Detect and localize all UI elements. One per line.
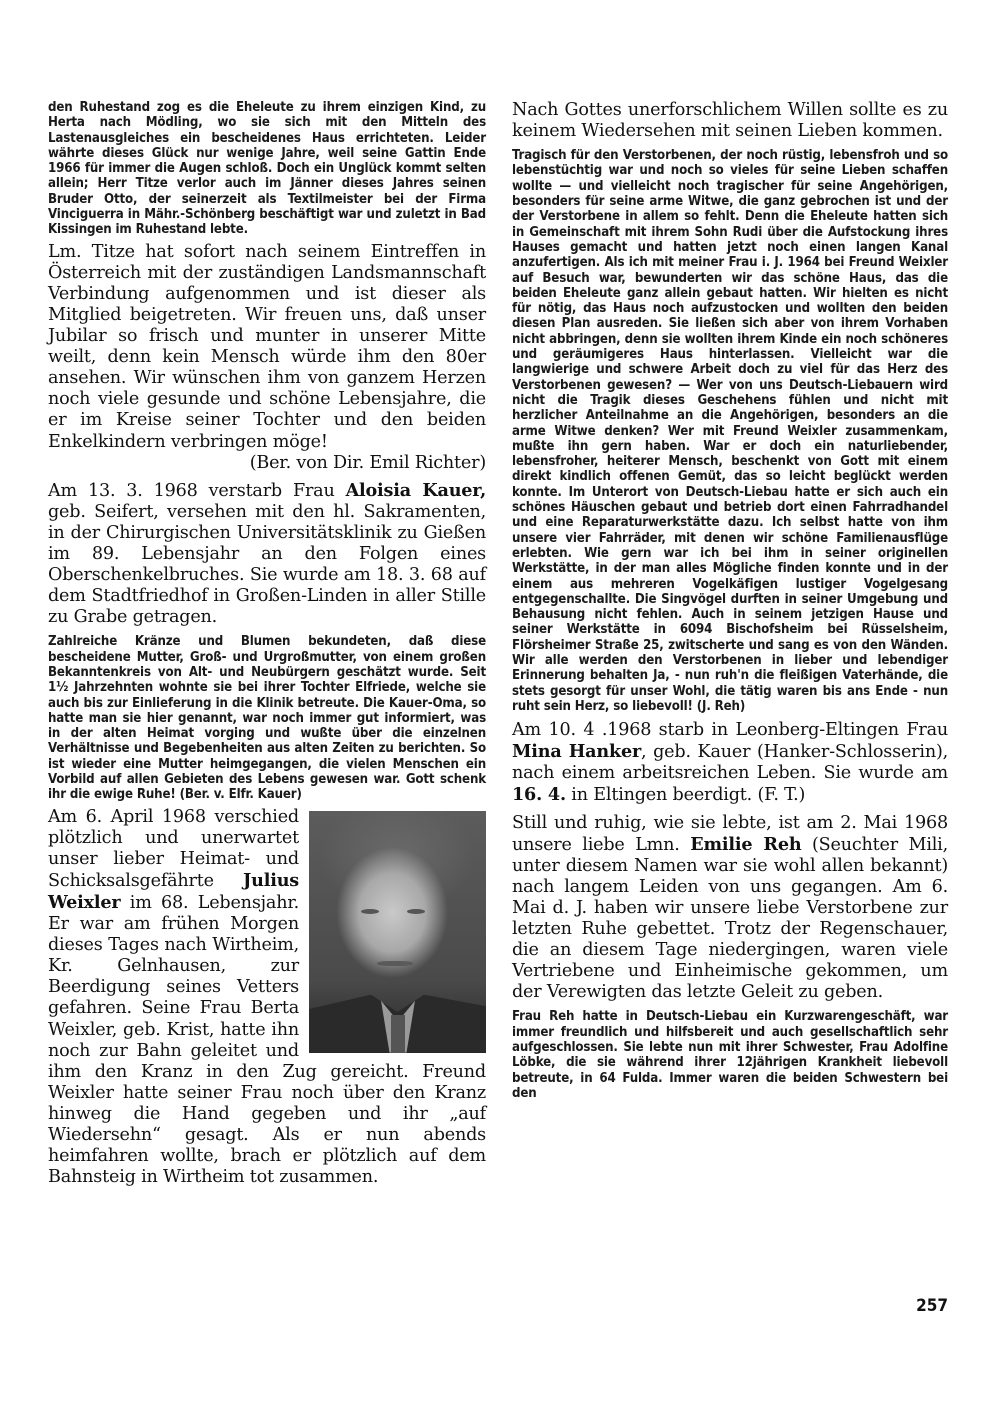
deceased-name: Julius Weixler: [48, 869, 299, 913]
photo-eye: [361, 909, 379, 914]
paragraph-hanker-obituary: [512, 720, 948, 806]
paragraph-weixler-tribute: Tragisch für den Verstorbenen, der noch rüstig, lebensfroh und so lebenstüchtig war und noch so vieles für seine Lieben schaffen wollte — und vielleicht noch tragischer für seine Angehörigen, besonders für seine arme Witwe, die ganz gebrochen ist und der der Verstorbene in allem so fehlt. Denn die Eheleute hatten sich in Gemeinschaft mit ihrem Sohn Rudi über die Aufstockung ihres Hauses gemacht und hatten jetzt noch einen langen Kanal anzufertigen. Als ich mit meiner Frau i. J. 1964 bei Freund Weixler auf Besuch war, bewunderten wir das schöne Haus, das die beiden Eheleute ganz allein gebaut hatten. Wir hielten es nicht für nötig, das Haus noch aufzustocken und wollten den beiden diesen Plan ausreden. Sie ließen sich aber von ihrem Vorhaben nicht abbringen, denn sie wollten ihrem Kinde ein noch schöneres und geräumigeres Haus hinterlassen. Vielleicht war die langwierige und schwere Arbeit doch zu viel für das Herz des Verstorbenen gewesen? — Wer von uns Deutsch-Liebauern wird nicht die Tragik dieses Geschehens fühlen und nicht mit herzlicher Anteilnahme an die Angehörigen, besonders an die arme Witwe denken? Wer mit Freund Weixler zusammenkam, mußte ihn gern haben. War er doch ein naturliebender, lebensfroher, heiterer Mensch, beschenkt von Gott mit einem direkt kindlich offenen Gemüt, das so leicht beglückt werden konnte. Im Unterort von Deutsch-Liebau hatte er sich auch ein schönes Häuschen gebaut und betrieb dort einen Fahrradhandel und eine Reparaturwerkstätte dazu. Ich selbst hatte von ihm unsere vier Fahrräder, mit denen wir schöne Familienausflüge erlebten. Wie gern war ich bei ihm in seiner originellen Werkstätte, in der man alles Mögliche finden konnte und in der einem aus mehreren Vogelkäfigen lustiger Vogelgesang entgegenschallte. Die Singvögel durften in seiner Umgebung und Behausung nicht fehlen. Auch in seinem jetzigen Hause und seiner Werkstätte in 6094 Bischofsheim bei Rüsselsheim, Flörsheimer Straße 25, zwitscherte und sang es von den Wänden. Wir alle werden den Verstorbenen in lieber und lebendiger Erinnerung behalten Ja, - nun ruh'n die fleißigen Vaterhände, die stets gesorgt für unser Wohl, die tätig waren bis ans Ende - nun ruht sein Herz, so liebevoll! (J. Reh): [512, 148, 948, 714]
paragraph-titze-landsmannschaft: [48, 241, 486, 473]
weixler-section: [48, 807, 486, 1189]
burial-date: 16. 4.: [512, 784, 566, 806]
paragraph-text: Am 13. 3. 1968 verstarb Frau: [48, 480, 346, 501]
paragraph-text: Still und ruhig, wie sie lebte, ist am 2. Mai 1968 unsere liebe Lmn.: [512, 812, 948, 855]
paragraph-kauer-obituary: [48, 480, 486, 629]
paragraph-text: Lm. Titze hat sofort nach seinem Eintreffen in Österreich mit der zuständigen Landsmannschaft Verbindung aufgenommen und ist dieser als Mitglied beigetreten. Wir freuen uns, daß unser Jubilar so frisch und munter in unserer Mitte weilt, denn kein Mensch würde ihm den 80er ansehen. Wir wünschen ihm von ganzem Herzen noch viele gesunde und schöne Lebensjahre, die er im Kreise seiner Tochter und den beiden Enkelkindern verbringen möge!: [48, 241, 486, 452]
paragraph-kauer-tribute: Zahlreiche Kränze und Blumen bekundeten, daß diese bescheidene Mutter, Groß- und Urgroßmutter, von einem großen Bekanntenkreis von Alt- und Neubürgern geschätzt wurde. Seit 1½ Jahrzehnten wohnte sie bei ihrer Tochter Elfriede, welche sie auch bis zur Einlieferung in die Klinik betreute. Die Kauer-Oma, so hatte man sie hier genannt, war noch immer gut informiert, was in der alten Heimat vorging und wußte über die einzelnen Verhältnisse und Begebenheiten aus alten Zeiten zu berichten. So ist wieder eine Mutter heimgegangen, die vielen Menschen ein Vorbild auf allen Gebieten des Lebens gewesen war. Gott schenk ihr die ewige Ruhe! (Ber. v. Elfr. Kauer): [48, 634, 486, 803]
deceased-name: Aloisia Kauer,: [345, 479, 486, 501]
page-number: 257: [916, 1296, 948, 1316]
paragraph-text: im 68. Lebensjahr. Er war am frühen Morgen dieses Tages nach Wirtheim, Kr. Gelnhausen, zur Beerdigung seines Vetters gefahren. Seine Frau Berta Weixler, geb. Krist, hatte ihn noch zur Bahn geleitet und ihm den Kranz in den Zug gereicht. Freund Weixler hatte seiner Frau noch über den Kranz hinweg die Hand gegeben und ihr „auf Wiedersehn“ gesagt. Als er nun abends heimfahren wollte, brach er plötzlich auf dem Bahnsteig in Wirtheim tot zusammen.: [48, 893, 486, 1188]
paragraph-reh-obituary: [512, 813, 948, 1004]
right-column: [512, 100, 948, 1101]
paragraph-titze-retirement: den Ruhestand zog es die Eheleute zu ihrem einzigen Kind, zu Herta nach Mödling, wo sie sich mit den Mitteln des Lastenausgleiches ein bescheidenes Haus errichteten. Leider währte dieses Glück nur wenige Jahre, weil seine Gattin Ende 1966 für immer die Augen schloß. Doch ein Unglück kommt selten allein; Herr Titze verlor auch im Jänner dieses Jahres seinen Bruder Otto, der seinerzeit als Textilmeister bei der Firma Vinciguerra in Mähr.-Schönberg beschäftigt war und zuletzt in Bad Kissingen im Ruhestand lebte.: [48, 100, 486, 238]
paragraph-text: in Eltingen beerdigt. (F. T.): [565, 785, 806, 806]
paragraph-weixler-conclusion: Nach Gottes unerforschlichem Willen sollte es zu keinem Wiedersehen mit seinen Lieben kommen.: [512, 100, 948, 142]
left-column: [48, 100, 486, 1188]
paragraph-text: Am 10. 4 .1968 starb in Leonberg-Eltingen Frau: [512, 720, 948, 741]
paragraph-text: , geb. Kauer (Hanker-Schlosserin), nach einem arbeitsreichen Leben. Sie wurde am: [512, 742, 949, 784]
photo-mouth: [377, 961, 413, 966]
deceased-name: Emilie Reh: [690, 833, 802, 855]
photo-tie: [391, 1015, 405, 1053]
photo-eye: [407, 909, 425, 914]
signature: (Ber. von Dir. Emil Richter): [249, 452, 486, 473]
paragraph-reh-tribute: Frau Reh hatte in Deutsch-Liebau ein Kurzwarengeschäft, war immer freundlich und hilfsbereit und auch gesellschaftlich sehr aufgeschlossen. Sie lebte nun mit ihrer Schwester, Frau Adolfine Löbke, die sie während ihrer 12jährigen Krankheit liebevoll betreute, in 64 Fulda. Immer waren die beiden Schwestern bei den: [512, 1009, 948, 1101]
paragraph-text: Am 6. April 1968 verschied plötzlich und unerwartet unser lieber Heimat- und Schicksalsgefährte: [48, 806, 299, 891]
paragraph-text: geb. Seifert, versehen mit den hl. Sakramenten, in der Chirurgischen Universitätsklinik zu Gießen im 89. Lebensjahr an den Folgen eines Oberschenkelbruches. Sie wurde am 18. 3. 68 auf dem Stadtfriedhof in Großen-Linden in aller Stille zu Grabe getragen.: [48, 501, 486, 628]
paragraph-text: (Seuchter Mili, unter diesem Namen war sie wohl allen bekannt) nach langem Leiden von uns gegangen. Am 6. Mai d. J. haben wir unsere liebe Verstorbene zur letzten Ruhe gebettet. Trotz der Regenschauer, die an diesem Tage niedergingen, waren viele Vertriebene und Einheimische gekommen, um der Verewigten das letzte Geleit zu geben.: [512, 834, 948, 1003]
deceased-name: Mina Hanker: [512, 741, 642, 763]
portrait-photo: [309, 811, 486, 1053]
